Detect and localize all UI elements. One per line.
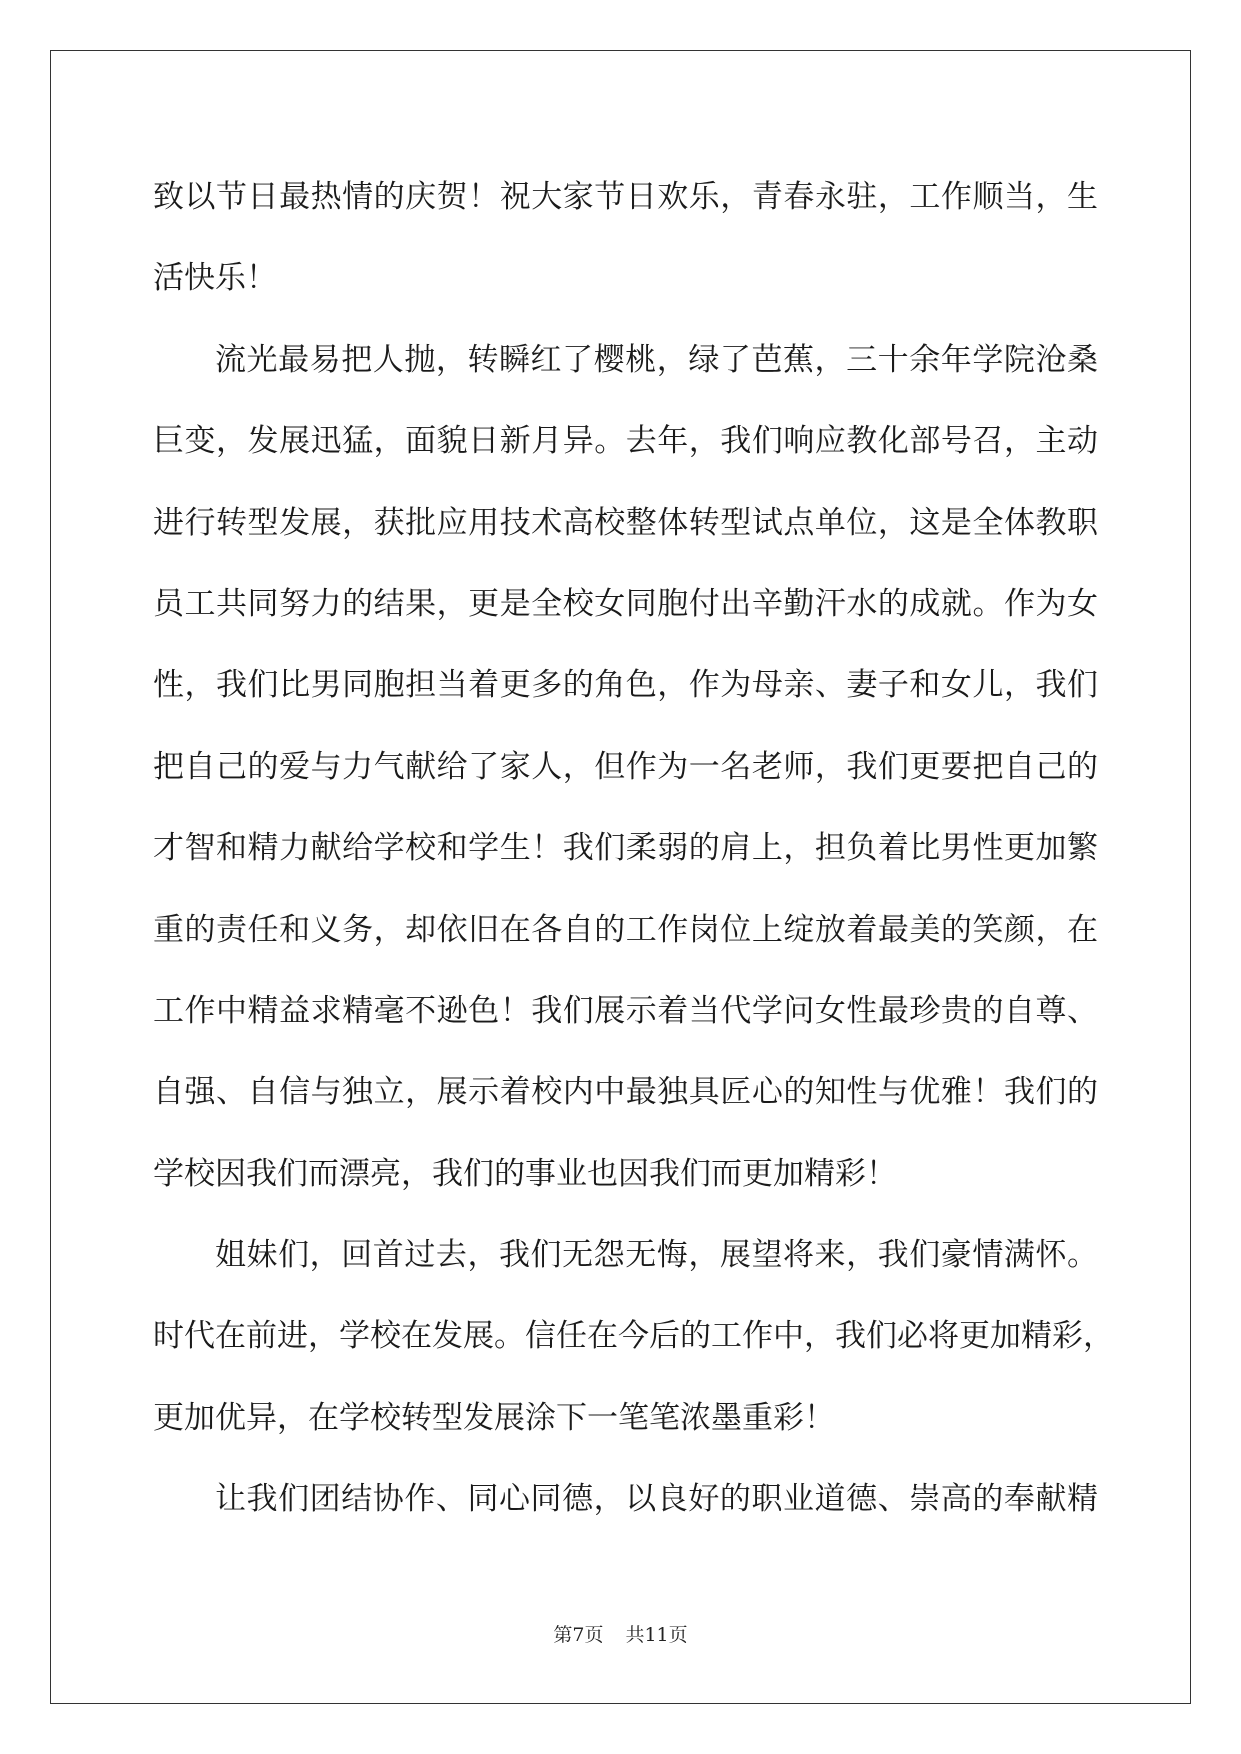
page-footer <box>0 1620 1241 1647</box>
text-line: 工作中精益求精毫不逊色！我们展示着当代学问女性最珍贵的自尊、 <box>153 992 1098 1029</box>
text-line: 巨变，发展迅猛，面貌日新月异。去年，我们响应教化部号召，主动 <box>153 423 1098 460</box>
text-line: 自强、自信与独立，展示着校内中最独具匠心的知性与优雅！我们的 <box>153 1074 1098 1111</box>
paragraph-first-line: 姐妹们，回首过去，我们无怨无悔，展望将来，我们豪情满怀。 <box>215 1237 1098 1274</box>
page-number-current: 第7页 <box>553 1624 604 1646</box>
text-line: 学校因我们而漂亮，我们的事业也因我们而更加精彩！ <box>153 1155 897 1192</box>
text-line: 把自己的爱与力气献给了家人，但作为一名老师，我们更要把自己的 <box>153 748 1098 785</box>
text-line: 性，我们比男同胞担当着更多的角色，作为母亲、妻子和女儿，我们 <box>153 667 1098 704</box>
text-line: 更加优异，在学校转型发展涂下一笔笔浓墨重彩！ <box>153 1399 835 1436</box>
text-line: 致以节日最热情的庆贺！祝大家节日欢乐，青春永驻，工作顺当，生 <box>153 179 1098 215</box>
text-line: 员工共同努力的结果，更是全校女同胞付出辛勤汗水的成就。作为女 <box>153 585 1098 622</box>
page-number-total: 共11页 <box>625 1624 688 1646</box>
paragraph-first-line: 流光最易把人抛，转瞬红了樱桃，绿了芭蕉，三十余年学院沧桑 <box>215 341 1098 378</box>
paragraph-first-line: 让我们团结协作、同心同德，以良好的职业道德、崇高的奉献精 <box>215 1481 1098 1518</box>
text-line: 才智和精力献给学校和学生！我们柔弱的肩上，担负着比男性更加繁 <box>153 830 1098 867</box>
text-line: 进行转型发展，获批应用技术高校整体转型试点单位，这是全体教职 <box>153 504 1098 541</box>
text-line: 活快乐！ <box>153 260 277 297</box>
body-text <box>153 165 1114 1549</box>
text-line: 时代在前进，学校在发展。信任在今后的工作中，我们必将更加精彩， <box>153 1318 1114 1355</box>
text-line: 重的责任和义务，却依旧在各自的工作岗位上绽放着最美的笑颜，在 <box>153 911 1098 948</box>
